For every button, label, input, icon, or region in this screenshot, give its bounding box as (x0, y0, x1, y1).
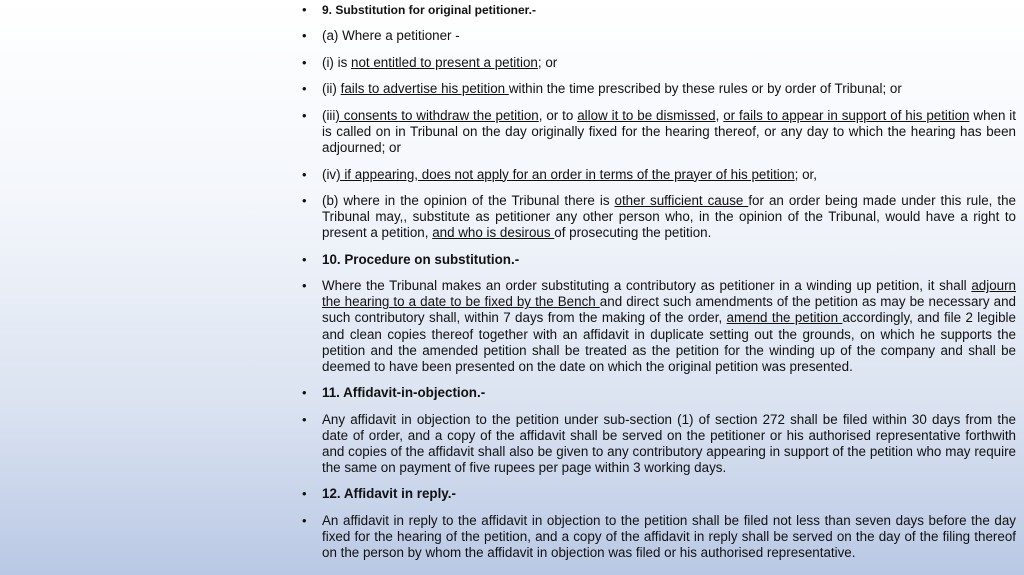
text-segment: An affidavit in reply to the affidavit in objection to the petition shall be filed not less than seven days before the day fixed for the hearing of the petition, and a copy of the affidavit in reply shall be served on the day of the filing thereof on the person by whom the affidavit in objection was filed or his authorised representative. (322, 512, 1016, 561)
bullet-text (322, 278, 1016, 373)
text-segment: 9. Substitution for original petitioner.- (322, 3, 536, 17)
section-heading (300, 486, 1016, 502)
bullet-text (322, 28, 460, 43)
bullet-dot-icon: • (302, 385, 307, 401)
bullet-dot-icon: • (302, 193, 307, 209)
bullet-dot-icon: • (302, 81, 307, 97)
bullet-text (322, 252, 519, 267)
text-segment: (b) where in the opinion of the Tribunal there is (322, 193, 615, 209)
bullet-text (322, 81, 902, 96)
text-segment: Where the Tribunal makes an order substituting a contributory as petitioner in a winding up petition, it shall (322, 278, 972, 294)
bullet-text (322, 412, 1016, 475)
text-segment: ; or, (794, 166, 817, 182)
bullet-item (300, 108, 1016, 156)
bullet-item (300, 412, 1016, 476)
section-heading (300, 385, 1016, 401)
text-segment: 10. Procedure on substitution.- (322, 251, 520, 267)
bullet-dot-icon: • (302, 512, 307, 528)
bullet-text (322, 486, 456, 501)
text-segment: 12. Affidavit in reply.- (322, 486, 456, 502)
text-segment: accordingly, and file 2 legible and clean copies thereof together with an affidavit in duplicate setting out the grounds, on which he supports the petition and the amended petition shall be treated as the petition for the winding up of the company and shall be deemed to have been presented on the date on which the original petition was presented. (322, 310, 1016, 374)
text-segment: (a) Where a petitioner - (322, 28, 460, 44)
bullet-dot-icon: • (302, 107, 307, 123)
bullet-dot-icon: • (302, 278, 307, 294)
underlined-phrase: adjourn the hearing to a date to be fixed by the Bench (322, 278, 1016, 310)
bullet-dot-icon: • (302, 2, 307, 17)
underlined-phrase: ) consents to withdraw the petition (335, 107, 539, 123)
bullet-dot-icon: • (302, 28, 307, 44)
bullet-item (300, 193, 1016, 241)
section-heading (300, 2, 1016, 18)
underlined-phrase: amend the petition (726, 310, 843, 326)
bullet-dot-icon: • (302, 486, 307, 502)
bullet-text (322, 3, 536, 17)
text-segment: 11. Affidavit-in-objection.- (322, 385, 486, 401)
underlined-phrase: allow it to be dismissed (577, 107, 716, 123)
text-segment: Any affidavit in objection to the petition under sub-section (1) of section 272 shall be filed within 30 days from the date of order, and a copy of the affidavit shall be served on the petitioner or his authorised representative forthwith and copies of the affidavit shall also be given to any contributory appearing in support of the petition who may require the same on payment of five rupees per page within 3 working days. (322, 411, 1016, 475)
bullet-item (300, 278, 1016, 375)
bullet-item (300, 28, 1016, 44)
bullet-dot-icon: • (302, 411, 307, 427)
bullet-dot-icon: • (302, 54, 307, 70)
underlined-phrase: ) if appearing, does not apply for an order in terms of the prayer of his petition (336, 166, 795, 182)
bullet-text (322, 108, 1016, 155)
bullet-dot-icon: • (302, 166, 307, 182)
underlined-phrase: or fails to appear in support of his petition (723, 107, 970, 123)
text-segment: ; or (537, 54, 558, 70)
text-segment: of prosecuting the petition. (554, 225, 712, 241)
underlined-phrase: and who is desirous (432, 225, 555, 241)
bullet-text (322, 385, 485, 400)
text-segment: and direct such amendments of the petition as may be necessary and such contributory shall, within 7 days from the making of the order, (322, 294, 1016, 326)
text-segment: (iii (322, 107, 336, 123)
bullet-text (322, 167, 817, 182)
bullet-dot-icon: • (302, 251, 307, 267)
underlined-phrase: fails to advertise his petition (340, 81, 509, 97)
bullet-item (300, 513, 1016, 561)
bullet-text (322, 193, 1016, 240)
underlined-phrase: other sufficient cause (614, 193, 749, 209)
text-segment: for an order being made under this rule, the Tribunal may,, substitute as petitioner any other person who, in the opinion of the Tribunal, would have a right to present a petition, (322, 193, 1016, 241)
slide-content (300, 2, 1016, 572)
section-heading (300, 252, 1016, 268)
bullet-item (300, 81, 1016, 97)
text-segment: , (715, 107, 724, 123)
text-segment: when it is called on in Tribunal on the day originally fixed for the hearing thereof, or any day to which the hearing has been adjourned; or (322, 107, 1016, 156)
text-segment: (i) is (322, 54, 352, 70)
bullet-text (322, 55, 557, 70)
bullet-text (322, 513, 1016, 560)
bullet-item (300, 55, 1016, 71)
text-segment: (ii) (322, 81, 341, 97)
text-segment: (iv (322, 166, 337, 182)
text-segment: , or to (538, 107, 578, 123)
underlined-phrase: not entitled to present a petition (351, 54, 538, 70)
bullet-item (300, 167, 1016, 183)
text-segment: within the time prescribed by these rules or by order of Tribunal; or (508, 81, 902, 97)
bullet-list (300, 2, 1016, 561)
